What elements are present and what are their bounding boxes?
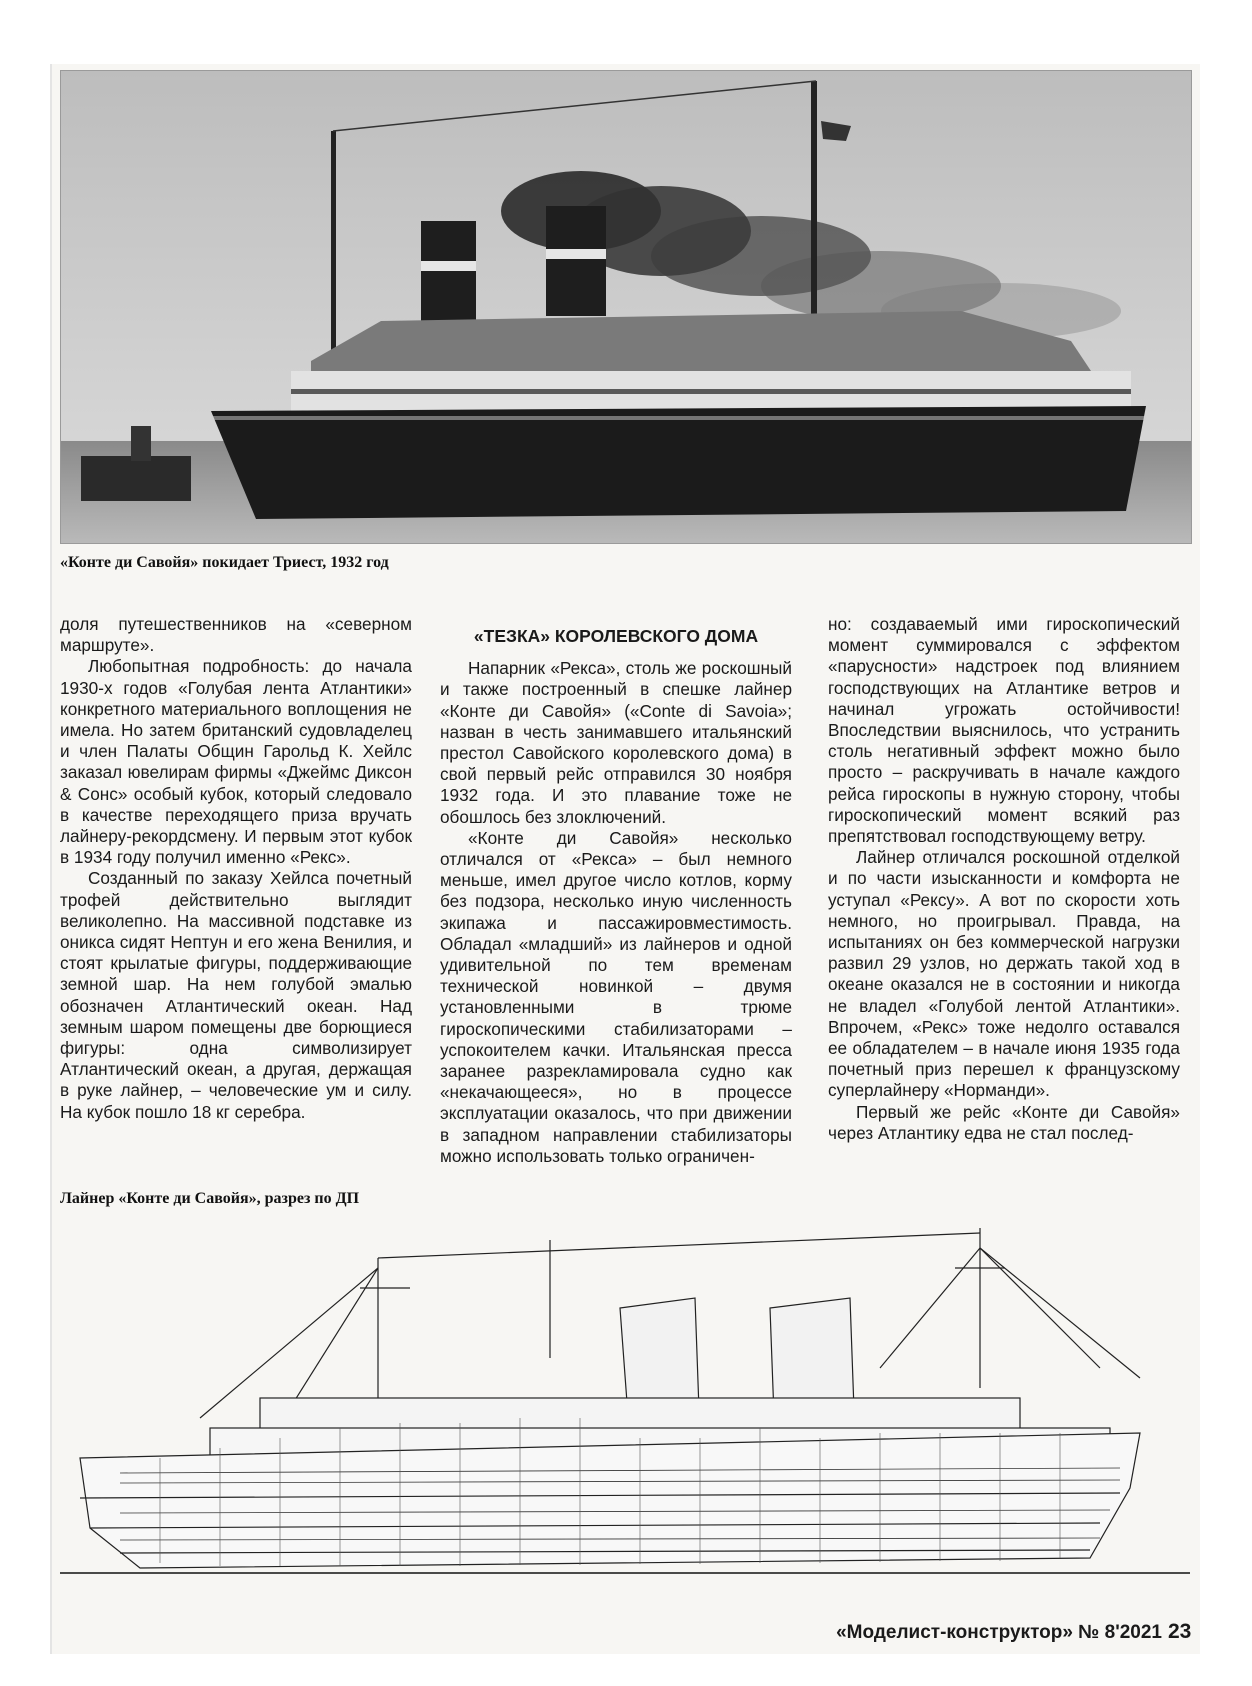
paragraph: Лайнер отличался роскошной отделкой и по части изысканности и комфорта не уступал «Рексу». А вот по скорости хоть немного, но проигрывал. Правда, на испытаниях он без коммерческой нагрузки развил 29 узлов, но держать такой ход в океане оказался не в состоянии и никогда не владел «Голубой лентой Атлантики». Впрочем, «Рекс» тоже недолго оставался ее обладателем – в начале июня 1935 года почетный приз перешел к французскому суперлайнеру «Норманди». [828, 847, 1180, 1101]
photo-caption: «Конте ди Савойя» покидает Триест, 1932 год [60, 554, 389, 571]
paragraph: доля путешественников на «северном маршруте». [60, 614, 412, 656]
liner-photo [60, 70, 1192, 544]
text-column-1 [60, 614, 412, 1123]
section-caption: Лайнер «Конте ди Савойя», разрез по ДП [60, 1190, 360, 1207]
paragraph: Первый же рейс «Конте ди Савойя» через Атлантику едва не стал послед- [828, 1101, 1180, 1143]
paragraph: Созданный по заказу Хейлса почетный трофей действительно выглядит великолепно. На массивной подставке из оникса сидят Нептун и его жена Венилия, и стоят крылатые фигуры, поддерживающие земной шар. На нем голубой эмалью обозначен Атлантический океан. Над земным шаром помещены две борющиеся фигуры: одна символизирует Атлантический океан, а другая, держащая в руке лайнер, – человеческие ум и силу. На кубок пошло 18 кг серебра. [60, 868, 412, 1122]
paragraph: Любопытная подробность: до начала 1930-х годов «Голубая лента Атлантики» конкретного материального воплощения не имела. Но затем британский судовладелец и член Палаты Общин Гарольд К. Хейлс заказал ювелирам фирмы «Джеймс Диксон & Сонс» особый кубок, который следовало в качестве переходящего приза вручать лайнеру-рекордсмену. И первым этот кубок в 1934 году получил именно «Рекс». [60, 656, 412, 868]
paragraph: «Конте ди Савойя» несколько отличался от «Рекса» – был немного меньше, имел другое число котлов, корму без подзора, несколько иную численность экипажа и пассажировместимость. Обладал «младший» из лайнеров и одной удивительной по тем временам технической новинкой – двумя установленными в трюме гироскопическими стабилизаторами – успокоителем качки. Итальянская пресса заранее разрекламировала судно как «некачающееся», но в процессе эксплуатации оказалось, что при движении в западном направлении стабилизаторы можно использовать только ограничен- [440, 827, 792, 1166]
section-heading: «ТЕЗКА» КОРОЛЕВСКОГО ДОМА [473, 626, 759, 646]
journal-name: «Моделист-конструктор» № 8'2021 [836, 1622, 1162, 1643]
text-column-3 [828, 614, 1180, 1144]
paragraph: Напарник «Рекса», столь же роскошный и также построенный в спешке лайнер «Конте ди Савойя» («Conte di Savoia»; назван в честь занимавшего итальянский престол Савойского королевского дома) в свой первый рейс отправился 30 ноября 1932 года. И это плавание тоже не обошлось без злоключений. [440, 658, 792, 827]
page-number: 23 [1168, 1620, 1192, 1643]
text-column-2 [440, 614, 792, 1167]
ship-section-drawing [60, 1228, 1190, 1598]
paragraph: но: создаваемый ими гироскопический момент суммировался с эффектом «парусности» надстроек под влиянием господствующих на Атлантике ветров и начинал угрожать остойчивости! Впоследствии выяснилось, что устранить столь негативный эффект можно было просто – раскручивать в начале каждого рейса гироскопы в нужную сторону, чтобы гироскопический момент всякий раз препятствовал господствующему ветру. [828, 614, 1180, 847]
